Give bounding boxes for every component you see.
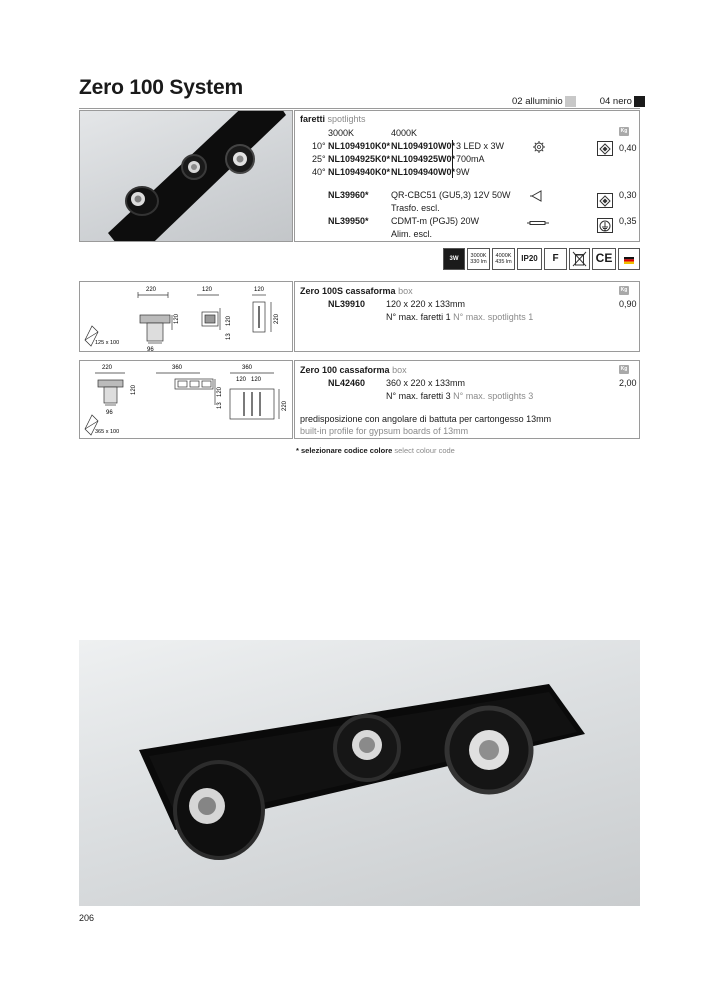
header-rule <box>79 108 640 109</box>
cert-flux-4000-temp: 4000K <box>495 252 512 259</box>
spotlights-heading-en: spotlights <box>327 114 366 124</box>
row-angle-40: 40° <box>312 167 326 177</box>
box1-dim-120b: 120 <box>254 287 265 293</box>
halogen-line1-1: QR-CBC51 (GU5,3) 12V 50W <box>391 190 511 200</box>
cert-flux-3000-temp: 3000K <box>470 252 487 259</box>
box2-note-it: predisposizione con angolare di battuta per cartongesso 13mm <box>300 414 552 424</box>
box2-heading <box>300 366 407 375</box>
box1-dim-120c: 120 <box>174 313 180 324</box>
page-number: 206 <box>79 913 95 923</box>
cert-flux-4000-lm: 435 lm <box>495 259 512 265</box>
box2-max-en: N° max. spotlights 3 <box>453 391 534 401</box>
box2-title: Zero 100 cassaforma <box>300 365 390 375</box>
col-header-4000k: 4000K <box>391 128 418 138</box>
box1-weight: 0,90 <box>619 299 637 309</box>
box2-dim-220b: 220 <box>282 400 288 411</box>
spotlights-heading-it: faretti <box>300 114 326 124</box>
insulation-class-icon-2 <box>597 193 613 208</box>
color-code-legend <box>512 96 645 107</box>
spotlights-spec-panel <box>294 110 640 242</box>
led-gear-icon <box>531 139 547 154</box>
box1-dimension-drawing <box>80 282 294 353</box>
box1-dim-96: 96 <box>147 347 154 353</box>
box2-max <box>386 392 533 401</box>
footnote-en: select colour code <box>394 446 455 455</box>
spotlight-trio-large-illustration <box>79 640 640 906</box>
box2-technical-drawing <box>79 360 293 439</box>
box1-title: Zero 100S cassaforma <box>300 286 396 296</box>
weight-halogen-1: 0,30 <box>619 190 637 200</box>
color-code-aluminium-label: 02 alluminio <box>512 96 563 107</box>
box2-note-en: built-in profile for gypsum boards of 13mm <box>300 426 469 436</box>
footnote <box>296 446 455 455</box>
code-3000-40: NL1094940K0* <box>328 167 391 177</box>
cert-f-mark-icon: F <box>544 248 567 270</box>
spotlight-trio-illustration <box>80 111 293 242</box>
code-3000-25: NL1094925K0* <box>328 154 391 164</box>
box2-max-it: N° max. faretti 3 <box>386 391 451 401</box>
halogen-code-2: NL39950* <box>328 216 369 226</box>
aluminium-swatch-icon <box>565 96 576 107</box>
box1-dim-120a: 120 <box>202 287 213 293</box>
product-photo-large <box>79 640 640 906</box>
spec-divider <box>452 140 453 178</box>
weee-bin-icon <box>569 248 590 270</box>
code-4000-25: NL1094925W0* <box>391 154 456 164</box>
black-swatch-icon <box>634 96 645 107</box>
weight-icon: Kg <box>620 128 628 134</box>
box2-dim-120a: 120 <box>236 377 247 383</box>
box2-dim-220: 220 <box>102 365 113 371</box>
box1-max <box>386 313 533 322</box>
col-header-3000k: 3000K <box>328 128 355 138</box>
color-code-aluminium <box>512 96 576 107</box>
row-angle-10: 10° <box>312 141 326 151</box>
box2-dim-120c: 120 <box>131 384 137 395</box>
cert-flux-3000-lm: 330 lm <box>470 259 487 265</box>
page-title: Zero 100 System <box>79 76 243 99</box>
box1-dim-220: 220 <box>146 287 157 293</box>
box1-max-en: N° max. spotlights 1 <box>453 312 534 322</box>
weight-halogen-2: 0,35 <box>619 216 637 226</box>
weight-led-value: 0,40 <box>619 143 637 153</box>
row-angle-25: 25° <box>312 154 326 164</box>
halogen-line2-1: Trasfo. escl. <box>391 203 440 213</box>
box2-dim-96: 96 <box>106 410 113 416</box>
halogen-code-1: NL39960* <box>328 190 369 200</box>
box2-dim-360b: 360 <box>242 365 253 371</box>
box1-max-it: N° max. faretti 1 <box>386 312 451 322</box>
cert-flux-4000 <box>492 248 515 270</box>
box1-title-en: box <box>398 286 413 296</box>
earth-class-icon <box>597 218 613 233</box>
lamp-tube-icon <box>527 215 549 230</box>
box2-weight-icon: Kg <box>620 366 628 372</box>
box1-dim-13: 13 <box>226 333 232 340</box>
cert-flag-icon <box>618 248 640 270</box>
product-photo-small <box>79 110 293 242</box>
box2-dims: 360 x 220 x 133mm <box>386 378 466 388</box>
beam-icon <box>529 188 545 203</box>
box1-spec-panel <box>294 281 640 352</box>
code-3000-10: NL1094910K0* <box>328 141 391 151</box>
box2-dim-360a: 360 <box>172 365 183 371</box>
box1-heading <box>300 287 413 296</box>
box1-code: NL39910 <box>328 299 366 309</box>
box1-technical-drawing <box>79 281 293 352</box>
box2-dim-120d: 120 <box>217 386 223 397</box>
box2-cutout: 365 x 100 <box>95 429 120 435</box>
box1-dim-120d: 120 <box>226 315 232 326</box>
box2-spec-panel <box>294 360 640 439</box>
box2-code: NL42460 <box>328 378 366 388</box>
cert-flux-3000 <box>467 248 490 270</box>
insulation-class-icon <box>597 141 613 156</box>
code-4000-40: NL1094940W0* <box>391 167 456 177</box>
spec-power: 9W <box>456 167 470 177</box>
box2-dimension-drawing <box>80 361 294 440</box>
box2-weight: 2,00 <box>619 378 637 388</box>
box2-dim-13: 13 <box>217 402 223 409</box>
code-4000-10: NL1094910W0* <box>391 141 456 151</box>
halogen-line1-2: CDMT-m (PGJ5) 20W <box>391 216 480 226</box>
cert-ce-mark-icon: CE <box>592 248 616 270</box>
spotlights-heading <box>300 115 366 124</box>
spec-led: 3 LED x 3W <box>456 141 505 151</box>
cert-ip20: IP20 <box>517 248 542 270</box>
box1-weight-icon: Kg <box>620 287 628 293</box>
cert-power: 3W <box>443 248 465 270</box>
box2-title-en: box <box>392 365 407 375</box>
box2-dim-120b: 120 <box>251 377 262 383</box>
box1-dims: 120 x 220 x 133mm <box>386 299 466 309</box>
color-code-black <box>600 96 645 107</box>
footnote-it: * selezionare codice colore <box>296 446 393 455</box>
halogen-line2-2: Alim. escl. <box>391 229 433 239</box>
spec-current: 700mA <box>456 154 485 164</box>
color-code-black-label: 04 nero <box>599 96 632 107</box>
box1-cutout: 125 x 100 <box>95 340 120 346</box>
box1-dim-220b: 220 <box>274 313 280 324</box>
